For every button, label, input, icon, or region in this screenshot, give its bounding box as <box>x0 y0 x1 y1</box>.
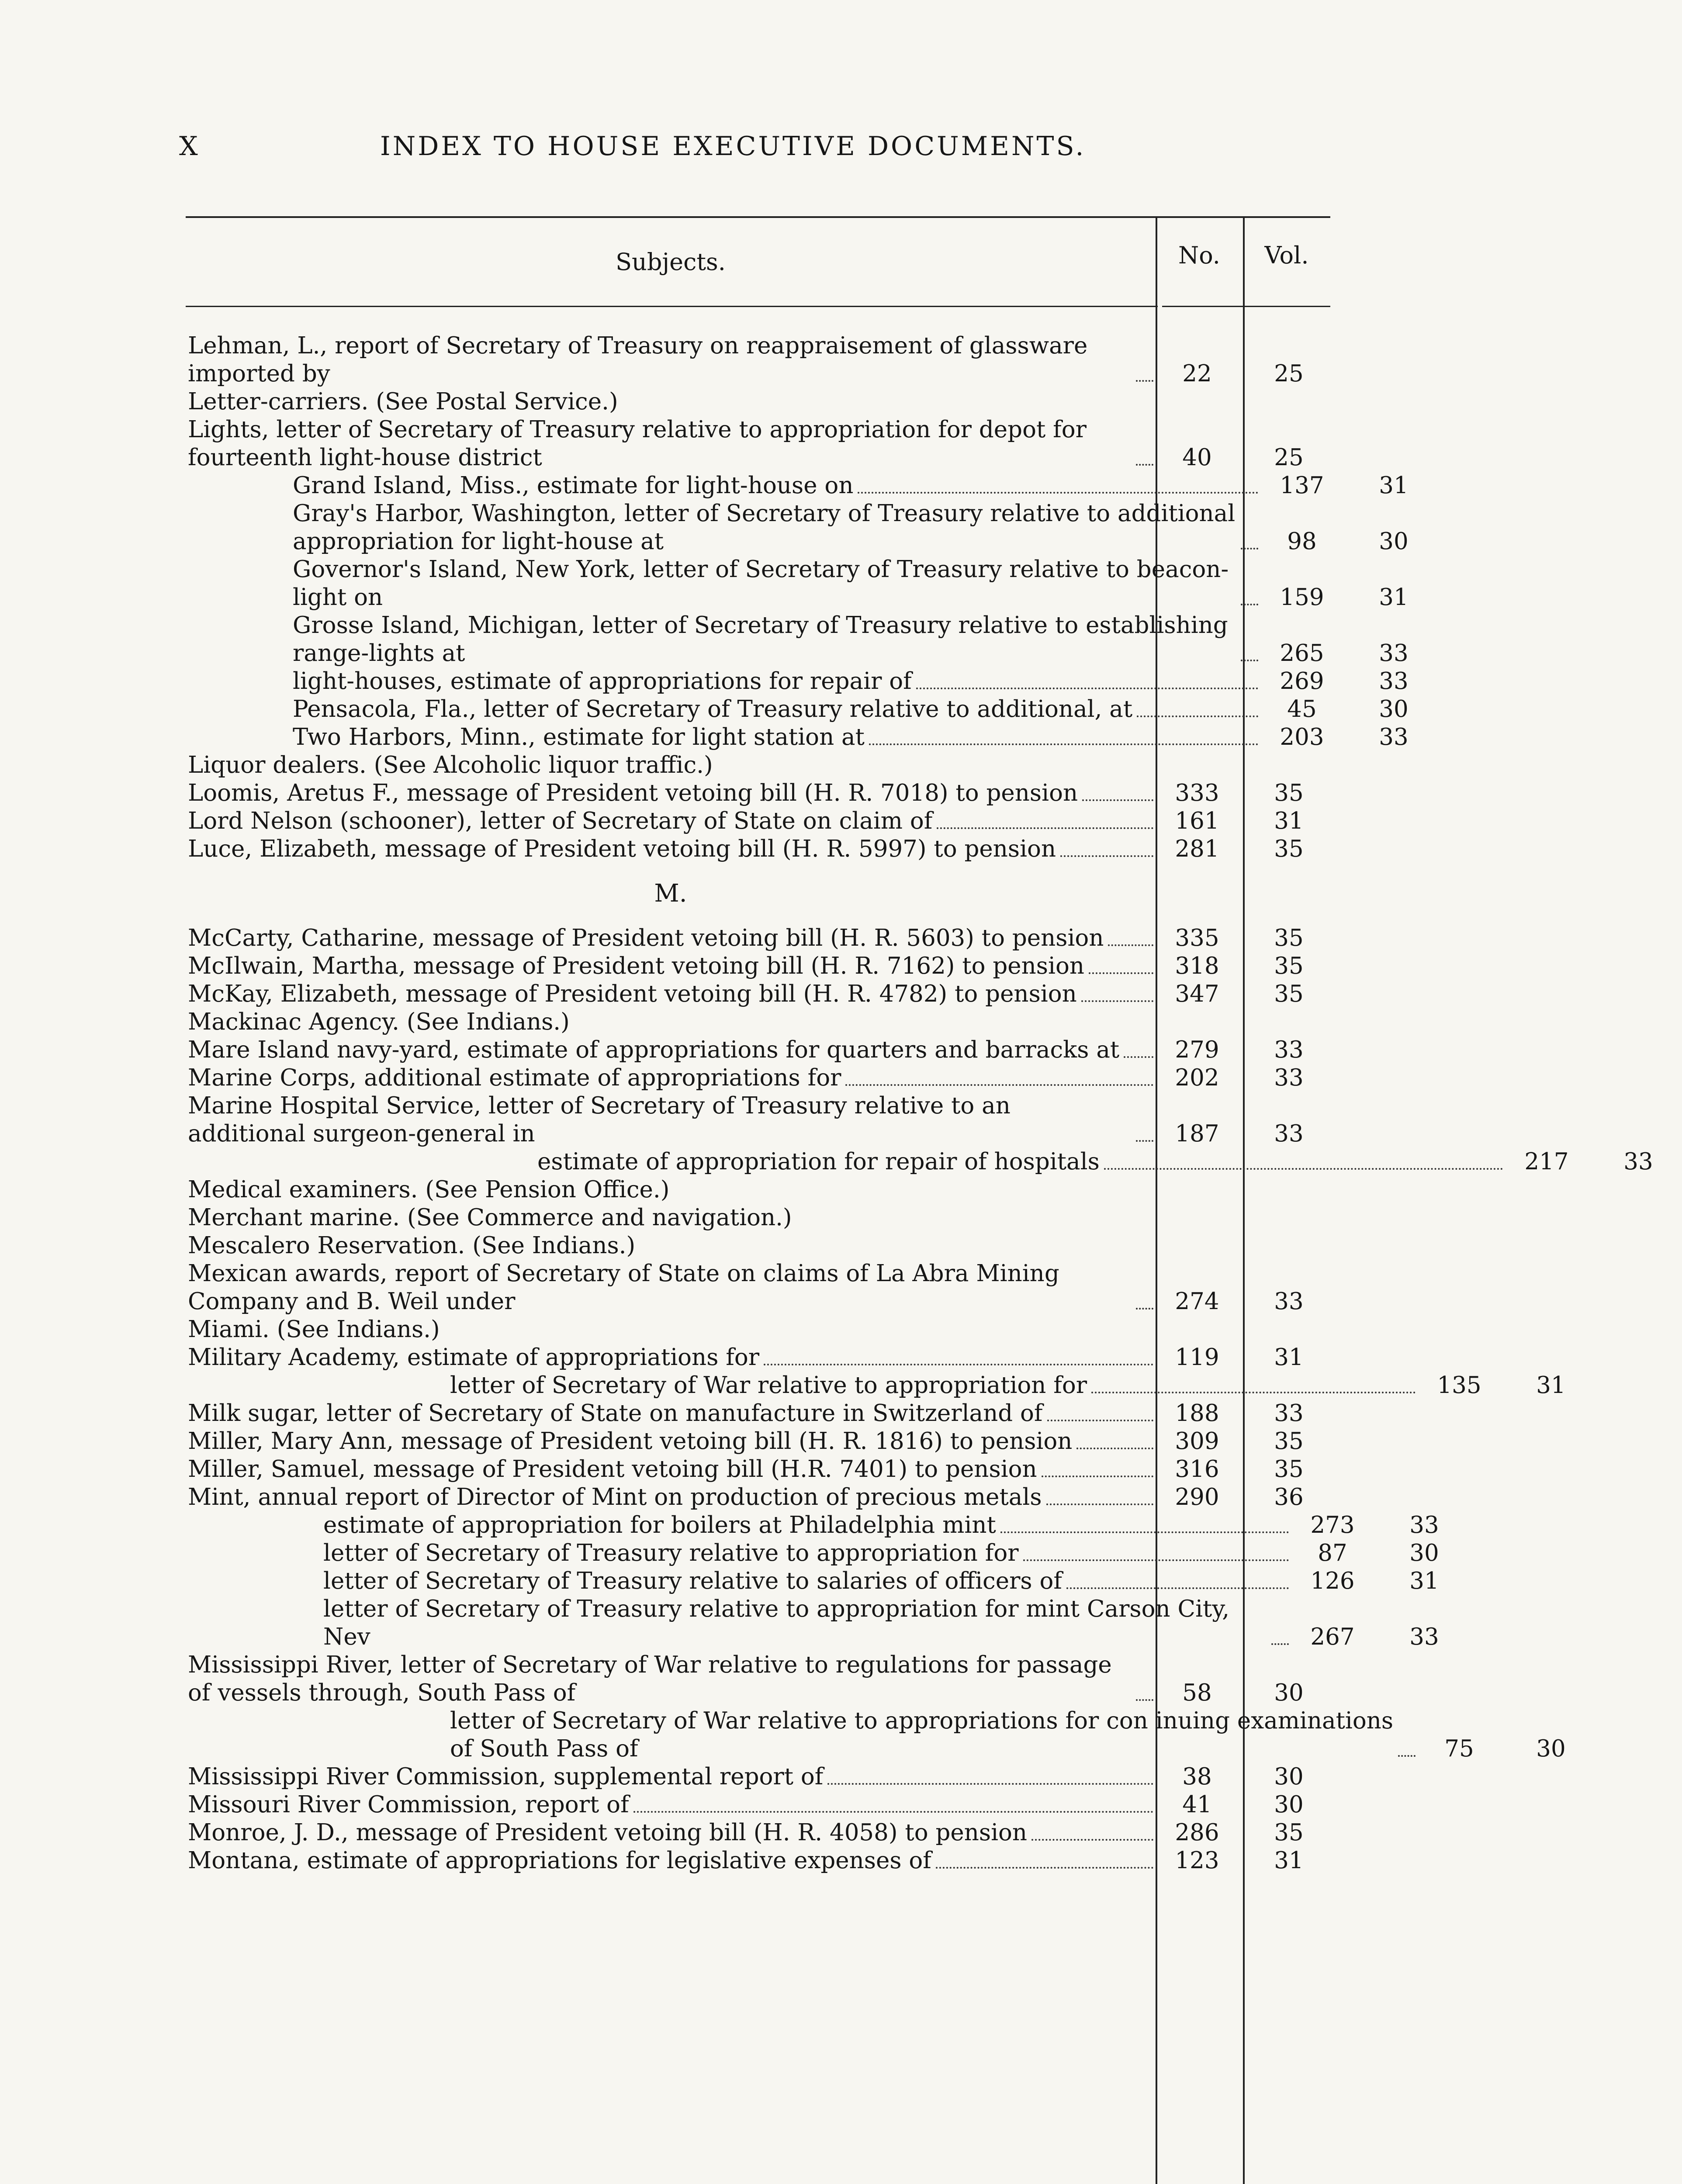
entry-text: McKay, Elizabeth, message of President vetoing bill (H. R. 4782) to pension <box>188 981 1077 1007</box>
entry-text: Miller, Mary Ann, message of President vetoing bill (H. R. 1816) to pension <box>188 1428 1073 1455</box>
entry-no: 45 <box>1287 696 1317 722</box>
index-entry <box>188 1400 1332 1427</box>
index-entry <box>188 1707 1595 1763</box>
entry-no: 188 <box>1175 1400 1219 1427</box>
entry-vol: 33 <box>1274 1288 1304 1315</box>
entry-text: Mare Island navy-yard, estimate of appropriations for quarters and barracks at <box>188 1037 1120 1063</box>
entry-text: Loomis, Aretus F., message of President vetoing bill (H. R. 7018) to pension <box>188 780 1078 806</box>
entry-vol: 31 <box>1274 1847 1304 1874</box>
index-entry <box>188 612 1437 667</box>
entry-vol: 35 <box>1274 925 1304 951</box>
entry-text: letter of Secretary of Treasury relative to appropriation for <box>323 1540 1019 1566</box>
entry-no: 286 <box>1175 1819 1219 1846</box>
entry-vol: 31 <box>1409 1568 1439 1594</box>
entry-text: McIlwain, Martha, message of President vetoing bill (H. R. 7162) to pension <box>188 953 1084 979</box>
index-entry <box>188 807 1332 835</box>
entry-text: Missouri River Commission, report of <box>188 1791 629 1818</box>
entry-vol: 31 <box>1379 584 1409 611</box>
entry-vol: 30 <box>1379 528 1409 555</box>
entry-text: Lights, letter of Secretary of Treasury relative to appropriation for depot for fourteenth light-house district <box>188 416 1087 471</box>
index-entry <box>188 1036 1332 1064</box>
entry-text: Monroe, J. D., message of President vetoing bill (H. R. 4058) to pension <box>188 1819 1028 1846</box>
entry-vol: 33 <box>1409 1624 1439 1650</box>
entry-no: 335 <box>1175 925 1219 951</box>
entry-no: 279 <box>1175 1037 1219 1063</box>
entry-vol: 31 <box>1536 1372 1566 1399</box>
entry-vol: 35 <box>1274 1456 1304 1482</box>
entry-text: Luce, Elizabeth, message of President vetoing bill (H. R. 5997) to pension <box>188 836 1056 862</box>
entry-vol: 30 <box>1274 1763 1304 1790</box>
index-entry <box>188 1148 1682 1176</box>
entry-vol: 35 <box>1274 953 1304 979</box>
entry-vol: 25 <box>1274 444 1304 471</box>
entry-no: 137 <box>1280 472 1324 499</box>
index-entry <box>188 1651 1332 1707</box>
entry-vol: 33 <box>1274 1400 1304 1427</box>
entry-no: 22 <box>1182 360 1212 387</box>
index-entry <box>188 695 1437 723</box>
entry-text: Lord Nelson (schooner), letter of Secretary of State on claim of <box>188 808 933 834</box>
column-header-subjects: Subjects. <box>616 248 726 276</box>
index-entry <box>188 1455 1332 1483</box>
entry-text: Milk sugar, letter of Secretary of State on manufacture in Switzerland of <box>188 1400 1043 1427</box>
entry-text: Pensacola, Fla., letter of Secretary of Treasury relative to additional, at <box>293 696 1133 722</box>
entry-no: 309 <box>1175 1428 1219 1455</box>
index-entry <box>188 556 1437 612</box>
entry-text: Medical examiners. (See Pension Office.) <box>188 1176 670 1203</box>
index-entry <box>188 1204 1332 1232</box>
entry-vol: 33 <box>1274 1037 1304 1063</box>
entry-text: light-houses, estimate of appropriations for repair of <box>293 668 912 695</box>
entry-text: McCarty, Catharine, message of President vetoing bill (H. R. 5603) to pension <box>188 925 1104 951</box>
index-entry <box>188 1819 1332 1847</box>
index-entry <box>188 1791 1332 1819</box>
index-entry <box>188 500 1437 556</box>
entry-vol: 35 <box>1274 1819 1304 1846</box>
entry-text: estimate of appropriation for repair of hospitals <box>537 1148 1100 1175</box>
entry-no: 126 <box>1310 1568 1355 1594</box>
index-entry <box>188 1483 1332 1511</box>
index-entry <box>188 1260 1332 1316</box>
entry-vol: 33 <box>1379 640 1409 667</box>
entry-vol: 31 <box>1379 472 1409 499</box>
entry-no: 123 <box>1175 1847 1219 1874</box>
index-entry <box>188 980 1332 1008</box>
entry-vol: 30 <box>1274 1791 1304 1818</box>
entry-text: estimate of appropriation for boilers at Philadelphia mint <box>323 1512 996 1538</box>
entry-text: Montana, estimate of appropriations for legislative expenses of <box>188 1847 931 1874</box>
index-entry <box>188 1595 1468 1651</box>
index-entry <box>188 667 1437 695</box>
column-header-no: No. <box>1178 242 1220 269</box>
index-entry <box>188 723 1437 751</box>
index-entry <box>188 1064 1332 1092</box>
entry-text: Mint, annual report of Director of Mint on production of precious metals <box>188 1484 1042 1510</box>
entry-vol: 31 <box>1274 1344 1304 1371</box>
entry-vol: 35 <box>1274 780 1304 806</box>
header-rule-numbers <box>1162 306 1330 307</box>
page-number: X <box>179 131 199 162</box>
entry-vol: 35 <box>1274 1428 1304 1455</box>
entry-no: 203 <box>1280 724 1324 750</box>
entry-text: Marine Hospital Service, letter of Secretary of Treasury relative to an additional surgeon-general in <box>188 1092 1011 1147</box>
entry-text: Military Academy, estimate of appropriations for <box>188 1344 760 1371</box>
entry-no: 159 <box>1280 584 1324 611</box>
entry-vol: 30 <box>1379 696 1409 722</box>
entry-text: Gray's Harbor, Washington, letter of Secretary of Treasury relative to additional appropriation for light-house at <box>293 500 1236 555</box>
entry-no: 75 <box>1444 1735 1474 1762</box>
index-entry <box>188 416 1332 472</box>
entry-no: 217 <box>1524 1148 1569 1175</box>
page-title: INDEX TO HOUSE EXECUTIVE DOCUMENTS. <box>380 131 1086 162</box>
entry-text: Merchant marine. (See Commerce and navigation.) <box>188 1204 792 1231</box>
index-entry <box>188 388 1332 416</box>
page-header <box>179 131 1324 170</box>
entry-no: 202 <box>1175 1064 1219 1091</box>
entry-vol: 36 <box>1274 1484 1304 1510</box>
entry-no: 290 <box>1175 1484 1219 1510</box>
index-entry <box>188 1567 1468 1595</box>
section-letter: M. <box>654 879 687 908</box>
entry-no: 119 <box>1175 1344 1219 1371</box>
entry-vol: 30 <box>1274 1679 1304 1706</box>
entry-no: 316 <box>1175 1456 1219 1482</box>
entry-vol: 33 <box>1274 1064 1304 1091</box>
index-entry <box>188 1008 1332 1036</box>
entry-no: 318 <box>1175 953 1219 979</box>
index-entry <box>188 1092 1332 1148</box>
entry-text: Grand Island, Miss., estimate for light-house on <box>293 472 854 499</box>
entry-no: 40 <box>1182 444 1212 471</box>
index-entry <box>188 1344 1332 1372</box>
index-entry <box>188 1372 1595 1400</box>
entry-no: 98 <box>1287 528 1317 555</box>
entry-no: 269 <box>1280 668 1324 695</box>
entry-vol: 33 <box>1623 1148 1653 1175</box>
index-entry <box>188 1427 1332 1455</box>
top-rule <box>186 216 1330 218</box>
entry-no: 41 <box>1182 1791 1212 1818</box>
index-entry <box>188 1763 1332 1791</box>
entry-text: letter of Secretary of War relative to appropriations for con inuing examinations of South Pass of <box>450 1707 1394 1762</box>
index-entry <box>188 1316 1332 1344</box>
entry-no: 333 <box>1175 780 1219 806</box>
entry-text: letter of Secretary of Treasury relative to appropriation for mint Carson City, Nev <box>323 1596 1230 1650</box>
entry-no: 135 <box>1437 1372 1481 1399</box>
entry-text: letter of Secretary of Treasury relative to salaries of officers of <box>323 1568 1062 1594</box>
index-entry <box>188 472 1437 500</box>
entry-text: Governor's Island, New York, letter of Secretary of Treasury relative to beacon-light on <box>293 556 1229 611</box>
entry-vol: 25 <box>1274 360 1304 387</box>
entry-vol: 33 <box>1409 1512 1439 1538</box>
entry-text: Grosse Island, Michigan, letter of Secretary of Treasury relative to establishing range-lights at <box>293 612 1228 667</box>
index-entry <box>188 835 1332 863</box>
index-entry <box>188 1539 1468 1567</box>
index-entry <box>188 1232 1332 1260</box>
entry-no: 265 <box>1280 640 1324 667</box>
index-entry <box>188 952 1332 980</box>
entry-text: Mississippi River Commission, supplemental report of <box>188 1763 824 1790</box>
entry-no: 187 <box>1175 1120 1219 1147</box>
entry-text: Two Harbors, Minn., estimate for light station at <box>293 724 865 750</box>
entry-vol: 30 <box>1409 1540 1439 1566</box>
index-entry <box>188 924 1332 952</box>
entry-no: 267 <box>1310 1624 1355 1650</box>
entry-text: Mackinac Agency. (See Indians.) <box>188 1009 570 1035</box>
index-entry <box>188 1511 1468 1539</box>
entry-no: 281 <box>1175 836 1219 862</box>
entry-no: 58 <box>1182 1679 1212 1706</box>
index-entry <box>188 1176 1332 1204</box>
index-entry <box>188 332 1332 388</box>
entry-vol: 30 <box>1536 1735 1566 1762</box>
entry-text: Mississippi River, letter of Secretary of War relative to regulations for passage of vessels through, South Pass of <box>188 1652 1112 1706</box>
entry-vol: 31 <box>1274 808 1304 834</box>
column-header-vol: Vol. <box>1264 242 1309 269</box>
entry-vol: 35 <box>1274 981 1304 1007</box>
entry-no: 87 <box>1318 1540 1347 1566</box>
header-rule <box>186 306 1158 307</box>
entry-text: Marine Corps, additional estimate of appropriations for <box>188 1064 841 1091</box>
entry-no: 38 <box>1182 1763 1212 1790</box>
entry-no: 161 <box>1175 808 1219 834</box>
index-body <box>188 332 1653 1875</box>
entry-no: 274 <box>1175 1288 1219 1315</box>
entry-text: Liquor dealers. (See Alcoholic liquor traffic.) <box>188 752 713 778</box>
index-entry <box>188 751 1332 779</box>
entry-text: Letter-carriers. (See Postal Service.) <box>188 388 618 415</box>
entry-vol: 33 <box>1379 724 1409 750</box>
entry-text: Miami. (See Indians.) <box>188 1316 440 1343</box>
entry-vol: 33 <box>1379 668 1409 695</box>
entry-text: Miller, Samuel, message of President vetoing bill (H.R. 7401) to pension <box>188 1456 1037 1482</box>
entry-no: 347 <box>1175 981 1219 1007</box>
entry-text: Lehman, L., report of Secretary of Treasury on reappraisement of glassware imported by <box>188 332 1088 387</box>
entry-no: 273 <box>1310 1512 1355 1538</box>
index-entry <box>188 779 1332 807</box>
entry-vol: 33 <box>1274 1120 1304 1147</box>
entry-text: Mescalero Reservation. (See Indians.) <box>188 1232 636 1259</box>
index-entry <box>188 1847 1332 1875</box>
entry-vol: 35 <box>1274 836 1304 862</box>
entry-text: letter of Secretary of War relative to appropriation for <box>450 1372 1087 1399</box>
entry-text: Mexican awards, report of Secretary of State on claims of La Abra Mining Company and B. Weil under <box>188 1260 1059 1315</box>
